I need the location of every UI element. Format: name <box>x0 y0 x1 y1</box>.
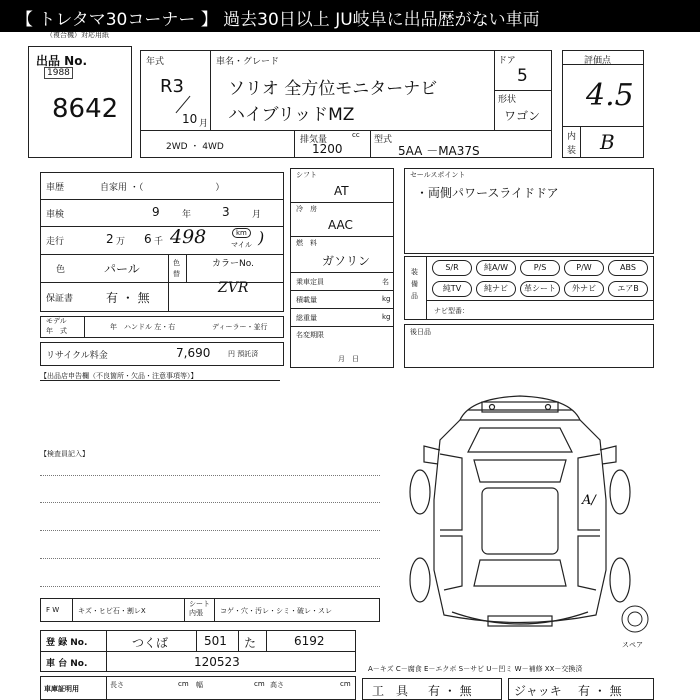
car-name-line1: ソリオ 全方位モニターナビ <box>228 79 438 99</box>
model-year-label-1: モデル <box>46 317 67 325</box>
inspection-year: 9 <box>152 205 160 219</box>
year-month-unit: 月 <box>199 119 209 129</box>
equipment-item: 純ナビ <box>476 281 516 297</box>
load-unit: kg <box>382 295 391 303</box>
car-name-line2: ハイブリッドMZ <box>228 105 355 125</box>
fw-label: F W <box>46 606 60 614</box>
color-change-1: 色 <box>173 259 180 267</box>
color-change-2: 替 <box>173 270 180 278</box>
jack-label: ジャッキ <box>514 684 562 698</box>
mileage-man: 2 <box>106 232 114 246</box>
diagram-mark: A/ <box>582 493 596 508</box>
registration-number: 6192 <box>294 634 325 648</box>
shift-value: AT <box>334 184 349 198</box>
cert-label: 車庫証明用 <box>44 685 79 693</box>
cert-cm-3: cm <box>340 680 351 688</box>
equipment-item: 純A/W <box>476 260 516 276</box>
tools-label: 工 具 <box>372 684 409 698</box>
fw-seat-label: シート 内張 <box>189 600 210 617</box>
inspection-year-unit: 年 <box>182 210 192 220</box>
lot-number: 8642 <box>52 94 119 124</box>
score-value: 4.5 <box>586 78 634 113</box>
load-label: 積載量 <box>296 296 317 304</box>
interior-value: B <box>600 130 615 154</box>
capacity-unit: 名 <box>382 278 389 286</box>
equipment-item: P/S <box>520 260 560 276</box>
sales-point-box <box>404 168 654 254</box>
mileage-mark: ) <box>258 228 265 247</box>
model-year-dealer: ディーラー・並行 <box>212 323 268 331</box>
lot-stamp: 1988 <box>44 67 73 79</box>
reg-change-label: 名変期限 <box>296 331 324 339</box>
fuel-value: ガソリン <box>322 254 371 268</box>
equipment-item: ABS <box>608 260 648 276</box>
cert-width: 幅 <box>196 681 203 689</box>
registration-class: 501 <box>204 634 227 648</box>
reg-change-unit: 月 日 <box>338 355 359 363</box>
cert-cm-2: cm <box>254 680 265 688</box>
navi-model-label: ナビ型番： <box>434 307 469 315</box>
color-label: 色 <box>56 265 66 275</box>
sales-point-label: セールスポイント <box>410 171 466 179</box>
equipment-label: 装備品 <box>411 268 418 300</box>
mileage-label: 走行 <box>46 237 65 247</box>
aircon-label: 冷 房 <box>296 205 317 213</box>
year-era: R3 <box>160 76 184 97</box>
registration-place: つくば <box>132 636 169 650</box>
sales-point-value: ・両側パワースライドドア <box>416 186 559 200</box>
model-label: 型式 <box>374 135 393 145</box>
fw-items: キズ・ヒビ石・割レX <box>78 607 146 615</box>
mileage-handwritten: 498 <box>170 226 207 248</box>
tools-value: 有 ・ 無 <box>428 684 472 698</box>
chassis-value: 120523 <box>194 655 240 669</box>
recycle-label: リサイクル料金 <box>46 351 108 361</box>
weight-label: 総重量 <box>296 314 317 322</box>
cert-height: 高さ <box>270 681 284 689</box>
sub-note: （複合機）対応用紙 <box>46 31 109 39</box>
shape-label: 形状 <box>498 95 517 105</box>
recycle-value: 7,690 <box>176 346 211 360</box>
model-year-handle: ハンドル 左・右 <box>124 323 176 331</box>
cert-cm-1: cm <box>178 680 189 688</box>
equipment-item: 外ナビ <box>564 281 604 297</box>
color-code: ZVR <box>218 280 249 296</box>
inspector-notes-label: 【検査員記入】 <box>40 450 89 458</box>
car-diagram <box>400 380 640 640</box>
banner-text: 【 トレタマ30コーナー 】 過去30日以上 JU岐阜に出品歴がない車両 <box>16 10 540 30</box>
lot-label: 出品 No. <box>36 54 88 68</box>
color-code-label: カラーNo. <box>212 259 254 269</box>
seller-notes-label: 【出品店申告欄（不良箇所・欠品・注意事項等）】 <box>40 372 198 380</box>
weight-unit: kg <box>382 313 391 321</box>
capacity-label: 乗車定員 <box>296 278 324 286</box>
mileage-unit-km: km <box>232 228 251 238</box>
spare-label: スペア <box>622 641 643 649</box>
displacement-unit: cc <box>352 131 360 139</box>
door-value: 5 <box>517 66 528 86</box>
color-value: パール <box>104 262 140 276</box>
displacement-label: 排気量 <box>300 135 328 145</box>
door-label: ドア <box>498 56 516 66</box>
inspection-month-unit: 月 <box>252 210 262 220</box>
drive-value: 2WD ・ 4WD <box>166 142 224 152</box>
shape-value: ワゴン <box>504 109 541 123</box>
equipment-item: S/R <box>432 260 472 276</box>
car-name-label: 車名・グレード <box>216 57 280 67</box>
equipment-item: 革シート <box>520 281 560 297</box>
model-value: 5AA －MA37S <box>398 144 480 158</box>
fuel-label: 燃 料 <box>296 239 317 247</box>
equipment-item: P/W <box>564 260 604 276</box>
warranty-label: 保証書 <box>46 294 74 304</box>
model-year-label-2: 年 式 <box>46 327 67 335</box>
registration-kana: た <box>244 636 257 650</box>
mileage-sen: 6 <box>144 232 152 246</box>
mileage-man-unit: 万 <box>116 237 126 247</box>
year-label: 年式 <box>146 57 165 67</box>
aircon-value: AAC <box>328 218 353 232</box>
inspection-month: 3 <box>222 205 230 219</box>
mileage-sen-unit: 千 <box>154 237 164 247</box>
after-day-label: 後日品 <box>410 328 431 336</box>
displacement-value: 1200 <box>312 142 343 156</box>
inspection-label: 車検 <box>46 210 65 220</box>
equipment-item: 純TV <box>432 281 472 297</box>
jack-value: 有 ・ 無 <box>578 684 622 698</box>
year-month: 10 <box>182 112 198 126</box>
fw-seat-items: コゲ・穴・汚レ・シミ・破レ・スレ <box>220 607 332 615</box>
history-value: 自家用 ・（ ） <box>100 183 225 193</box>
interior-label-1: 内 <box>567 132 577 142</box>
interior-label-2: 装 <box>567 146 577 156</box>
history-label: 車歴 <box>46 183 65 193</box>
damage-legend: A－キズ C－腐食 E－エクボ S－サビ U－凹ミ W－補修 XX－交換済 <box>368 665 583 673</box>
cert-len: 長さ <box>110 681 124 689</box>
mileage-unit-mile: マイル <box>231 241 252 249</box>
model-year-unit: 年 <box>110 323 117 331</box>
registration-label: 登 録 No. <box>46 638 88 648</box>
equipment-item: エアB <box>608 281 648 297</box>
chassis-label: 車 台 No. <box>46 659 88 669</box>
recycle-unit: 円 預託済 <box>228 350 259 358</box>
shift-label: シフト <box>296 171 317 179</box>
score-label: 評価点 <box>584 56 612 66</box>
after-day-box <box>404 324 654 368</box>
warranty-value: 有 ・ 無 <box>106 291 150 305</box>
